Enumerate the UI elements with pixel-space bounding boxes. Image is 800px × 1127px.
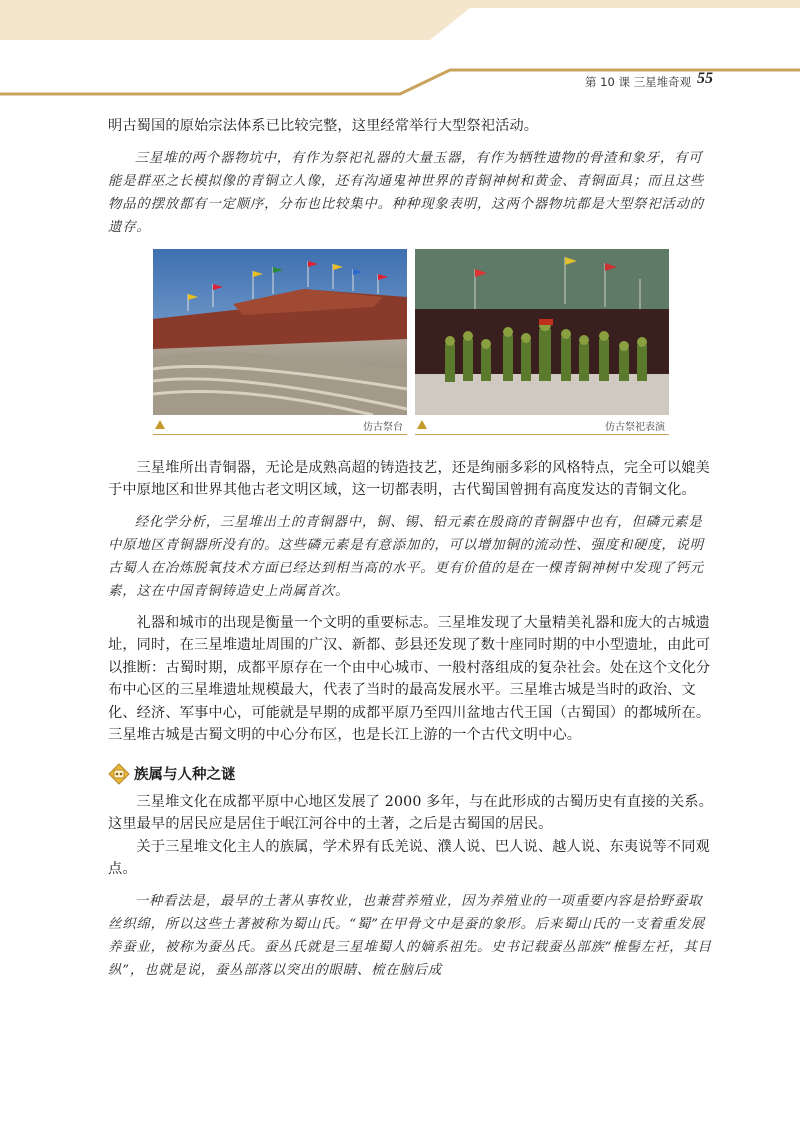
supplementary-paragraph: 一种看法是，最早的土著从事牧业，也兼营养殖业，因为养殖业的一项重要内容是拾野蚕取丝织绵，所以这些土著被称为蜀山氏。“蜀”在甲骨文中是蚕的象形。后来蜀山氏的一支着重发展养蚕业，被称为蚕丛氏。蚕丛氏就是三星堆蜀人的嫡系祖先。史书记载蚕丛部族“椎髻左衽，其目纵”，也就是说，蚕丛部落以突出的眼睛、梳在脑后成 <box>108 893 712 978</box>
supplementary-paragraph: 三星堆的两个器物坑中，有作为祭祀礼器的大量玉器，有作为牺牲遗物的骨渣和象牙，有可能是群巫之长模拟像的青铜立人像，还有沟通鬼神世界的青铜神树和黄金、青铜面具；而且这些物品的摆放都有一定顺序，分布也比较集中。种种现象表明，这两个器物坑都是大型祭祀活动的遗存。 <box>108 150 705 235</box>
figure-caption: 仿古祭台 <box>363 421 403 433</box>
supplementary-paragraph: 经化学分析，三星堆出土的青铜器中，铜、锡、铅元素在殷商的青铜器中也有，但磷元素是中原地区青铜器所没有的。这些磷元素是有意添加的，可以增加铜的流动性、强度和硬度，说明古蜀人在冶炼脱氧技术方面已经达到相当高的水平。更有价值的是在一棵青铜神树中发现了钙元素，这在中国青铜铸造史上尚属首次。 <box>108 514 705 599</box>
figure-row <box>153 249 714 449</box>
figure-caption-bar <box>415 415 669 435</box>
paragraph: 明古蜀国的原始宗法体系已比较完整，这里经常举行大型祭祀活动。 <box>108 118 539 134</box>
ritual-performance-photo <box>415 249 669 415</box>
page-number: 55 <box>697 70 713 87</box>
caption-triangle-icon <box>417 420 427 429</box>
caption-triangle-icon <box>155 420 165 429</box>
paragraph: 关于三星堆文化主人的族属，学术界有氐羌说、濮人说、巴人说、越人说、东夷说等不同观点。 <box>108 838 710 877</box>
paragraph: 三星堆所出青铜器，无论是成熟高超的铸造技艺，还是绚丽多彩的风格特点，完全可以媲美于中原地区和世界其他古老文明区域，这一切都表明，古代蜀国曾拥有高度发达的青铜文化。 <box>108 459 710 498</box>
figure-caption-bar <box>153 415 407 435</box>
page-content <box>108 115 714 982</box>
lesson-title: 第 10 课 三星堆奇观 <box>585 75 692 89</box>
figure-altar <box>153 249 407 435</box>
altar-photo <box>153 249 407 415</box>
figure-ritual-performance <box>415 249 669 435</box>
section-emblem-icon <box>108 763 130 785</box>
paragraph: 礼器和城市的出现是衡量一个文明的重要标志。三星堆发现了大量精美礼器和庞大的古城遗址，同时，在三星堆遗址周围的广汉、新都、彭县还发现了数十座同时期的中小型遗址，由此可以推断：古蜀时期，成都平原存在一个由中心城市、一般村落组成的复杂社会。处在这个文化分布中心区的三星堆遗址规模最大，代表了当时的最高发展水平。三星堆古城是当时的政治、文化、经济、军事中心，可能就是早期的成都平原乃至四川盆地古代王国（古蜀国）的都城所在。三星堆古城是古蜀文明的中心分布区，也是长江上游的一个古代文明中心。 <box>108 614 711 743</box>
section-heading <box>108 761 714 787</box>
section-title: 族属与人种之谜 <box>134 767 236 783</box>
paragraph: 三星堆文化在成都平原中心地区发展了 2000 多年，与在此形成的古蜀历史有直接的关系。这里最早的居民应是居住于岷江河谷中的土著，之后是古蜀国的居民。 <box>108 793 713 832</box>
figure-caption: 仿古祭祀表演 <box>605 421 665 433</box>
